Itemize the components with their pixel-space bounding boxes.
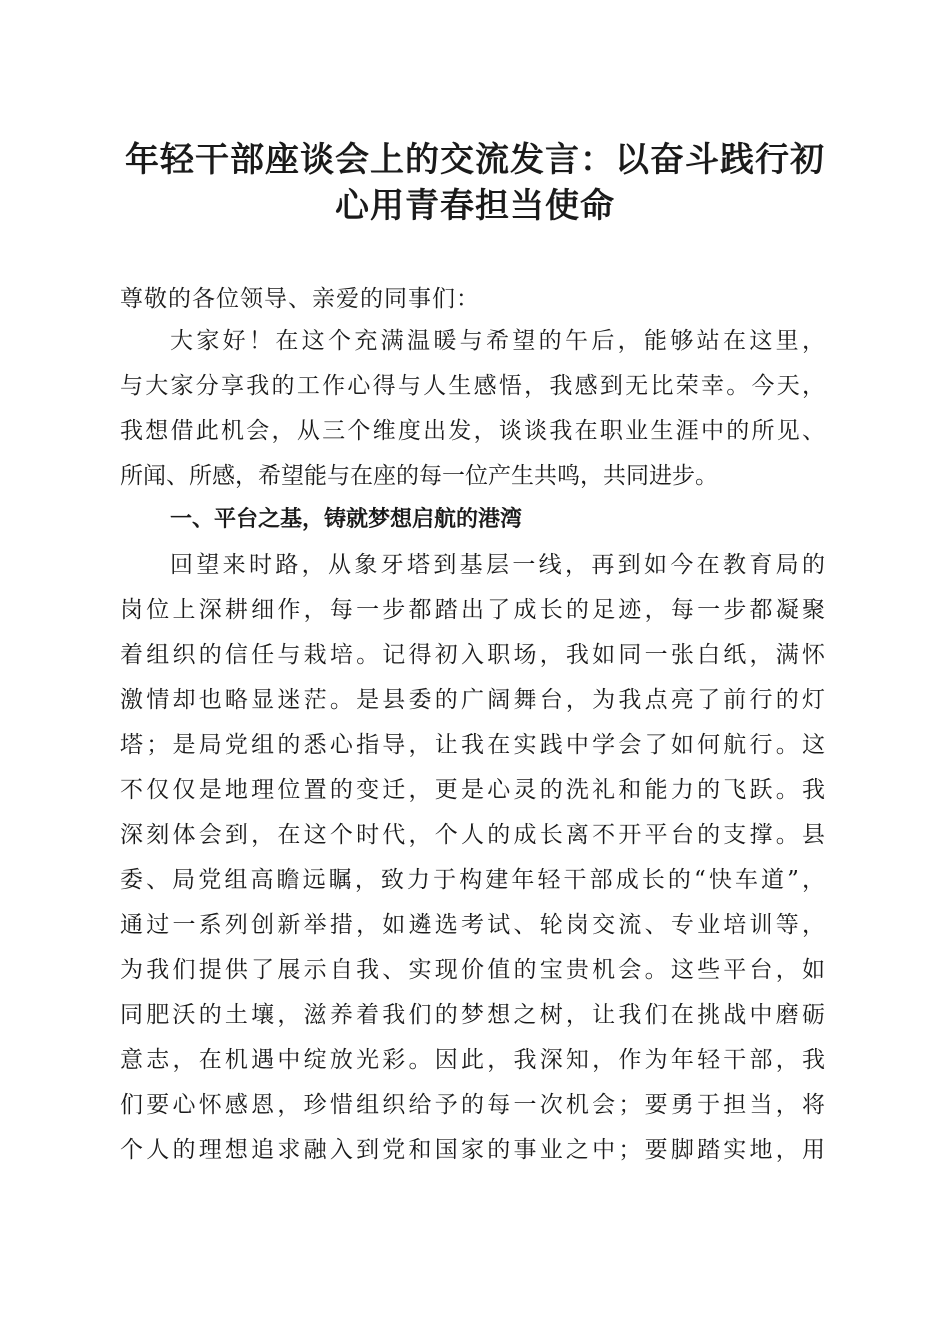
salutation: 尊敬的各位领导、亲爱的同事们： bbox=[120, 286, 480, 312]
paragraph-line: 与大家分享我的工作心得与人生感悟，我感到无比荣幸。今天， bbox=[120, 373, 825, 399]
paragraph-line: 委、局党组高瞻远瞩，致力于构建年轻干部成长的“快车道”， bbox=[120, 867, 825, 893]
paragraph-line: 们要心怀感恩，珍惜组织给予的每一次机会；要勇于担当，将 bbox=[120, 1092, 825, 1118]
paragraph-line: 为我们提供了展示自我、实现价值的宝贵机会。这些平台，如 bbox=[120, 957, 825, 983]
paragraph-line: 回望来时路，从象牙塔到基层一线，再到如今在教育局的 bbox=[170, 552, 825, 578]
paragraph-line: 个人的理想追求融入到党和国家的事业之中；要脚踏实地，用 bbox=[120, 1137, 825, 1163]
document-title-line-1: 年轻干部座谈会上的交流发言：以奋斗践行初 bbox=[125, 140, 825, 180]
paragraph-line: 同肥沃的土壤，滋养着我们的梦想之树，让我们在挑战中磨砺 bbox=[120, 1002, 825, 1028]
paragraph-line: 所闻、所感，希望能与在座的每一位产生共鸣，共同进步。 bbox=[120, 463, 718, 489]
paragraph-line: 着组织的信任与栽培。记得初入职场，我如同一张白纸，满怀 bbox=[120, 642, 825, 668]
document-title-line-2: 心用青春担当使命 bbox=[335, 186, 615, 226]
paragraph-line: 意志，在机遇中绽放光彩。因此，我深知，作为年轻干部，我 bbox=[120, 1047, 825, 1073]
paragraph-line: 塔；是局党组的悉心指导，让我在实践中学会了如何航行。这 bbox=[120, 732, 825, 758]
paragraph-line: 我想借此机会，从三个维度出发，谈谈我在职业生涯中的所见、 bbox=[120, 418, 825, 444]
paragraph-line: 激情却也略显迷茫。是县委的广阔舞台，为我点亮了前行的灯 bbox=[120, 687, 825, 713]
paragraph-line: 深刻体会到，在这个时代，个人的成长离不开平台的支撑。县 bbox=[120, 822, 825, 848]
section-heading: 一、平台之基，铸就梦想启航的港湾 bbox=[170, 507, 523, 532]
paragraph-line: 大家好！在这个充满温暖与希望的午后，能够站在这里， bbox=[170, 328, 825, 354]
paragraph-line: 岗位上深耕细作，每一步都踏出了成长的足迹，每一步都凝聚 bbox=[120, 597, 825, 623]
paragraph-line: 不仅仅是地理位置的变迁，更是心灵的洗礼和能力的飞跃。我 bbox=[120, 777, 825, 803]
paragraph-line: 通过一系列创新举措，如遴选考试、轮岗交流、专业培训等， bbox=[120, 912, 825, 938]
